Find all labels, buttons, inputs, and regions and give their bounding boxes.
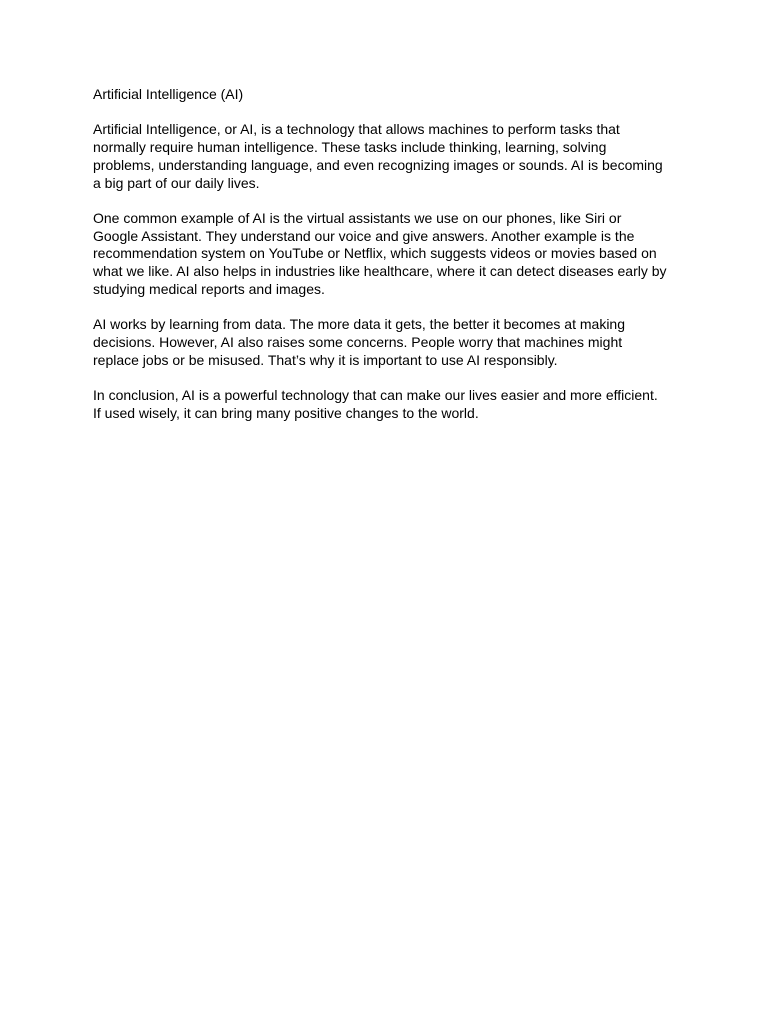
paragraph-how-it-works (93, 316, 681, 369)
text-line: If used wisely, it can bring many positive changes to the world. (93, 404, 479, 421)
text-line: studying medical reports and images. (93, 280, 325, 297)
paragraph-conclusion (93, 387, 681, 422)
text-line: One common example of AI is the virtual assistants we use on our phones, like Siri or (93, 209, 622, 226)
text-line: what we like. AI also helps in industries like healthcare, where it can detect diseases early by (93, 263, 667, 279)
text-line: decisions. However, AI also raises some concerns. People worry that machines might (93, 333, 623, 350)
text-line: Google Assistant. They understand our voice and give answers. Another example is the (93, 227, 635, 244)
text-line: recommendation system on YouTube or Netflix, which suggests videos or movies based on (93, 245, 657, 262)
text-line: AI works by learning from data. The more data it gets, the better it becomes at making (93, 316, 625, 333)
text-line: normally require human intelligence. These tasks include thinking, learning, solving (93, 139, 607, 156)
text-line: replace jobs or be misused. That’s why it is important to use AI responsibly. (93, 351, 558, 368)
text-line: Artificial Intelligence, or AI, is a technology that allows machines to perform tasks that (93, 121, 620, 138)
text-line: problems, understanding language, and even recognizing images or sounds. AI is becoming (93, 156, 663, 173)
text-line: In conclusion, AI is a powerful technology that can make our lives easier and more efficient. (93, 386, 658, 403)
text-line: a big part of our daily lives. (93, 174, 260, 191)
document-title: Artificial Intelligence (AI) (93, 86, 244, 102)
document-body (93, 86, 681, 422)
paragraph-intro (93, 121, 681, 192)
paragraph-examples (93, 210, 681, 299)
